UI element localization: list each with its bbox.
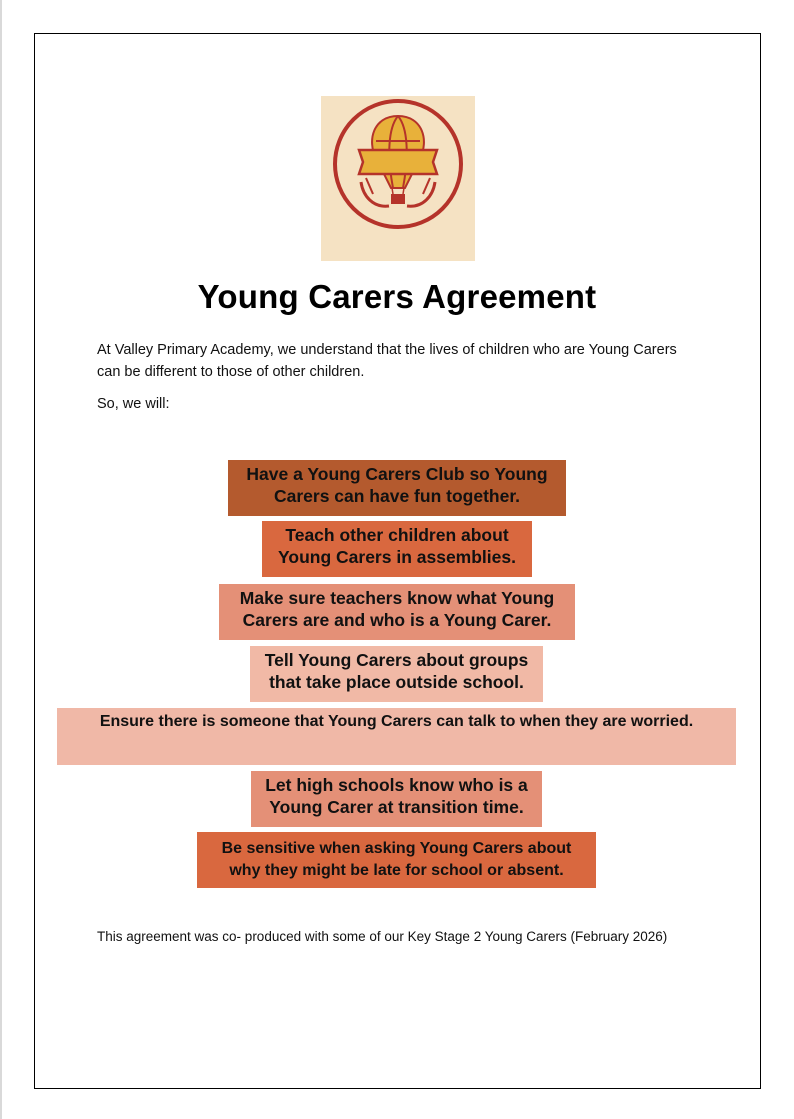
commitment-box [57, 708, 736, 765]
commitment-box [228, 460, 566, 516]
hot-air-balloon-logo-icon [321, 96, 475, 261]
commitment-line: Teach other children about [285, 525, 509, 545]
commitment-line: Be sensitive when asking Young Carers about [221, 840, 572, 857]
page-title: Young Carers Agreement [197, 278, 597, 315]
commitment-box [250, 646, 543, 702]
commitment-line: that take place outside school. [269, 672, 524, 692]
commitment-box [251, 771, 542, 827]
commitment-line: Make sure teachers know what Young [239, 588, 555, 608]
commitment-box [219, 584, 575, 640]
commitment-line: Tell Young Carers about groups [264, 650, 529, 670]
valley-young-carers-logo [321, 96, 475, 261]
commitment-line: Let high schools know who is a [265, 775, 528, 795]
commitment-line: why they might be late for school or absent. [229, 862, 564, 879]
footer-note: This agreement was co- produced with some of our Key Stage 2 Young Carers (February 2026) [97, 929, 668, 944]
commitment-line: Carers are and who is a Young Carer. [242, 610, 552, 630]
commitment-line: Have a Young Carers Club so Young [246, 464, 548, 484]
commitment-line: Young Carer at transition time. [269, 797, 524, 817]
page-edge [0, 0, 2, 1119]
commitment-line: Young Carers in assemblies. [278, 547, 516, 567]
intro-paragraph: At Valley Primary Academy, we understand that the lives of children who are Young Carers can be different to those of other children. [97, 342, 677, 380]
commitment-box [262, 521, 532, 577]
commitment-line: Ensure there is someone that Young Carers can talk to when they are worried. [99, 713, 694, 730]
commitment-line: Carers can have fun together. [273, 486, 521, 506]
so-we-will-text: So, we will: [97, 396, 170, 412]
commitment-box [197, 832, 596, 888]
